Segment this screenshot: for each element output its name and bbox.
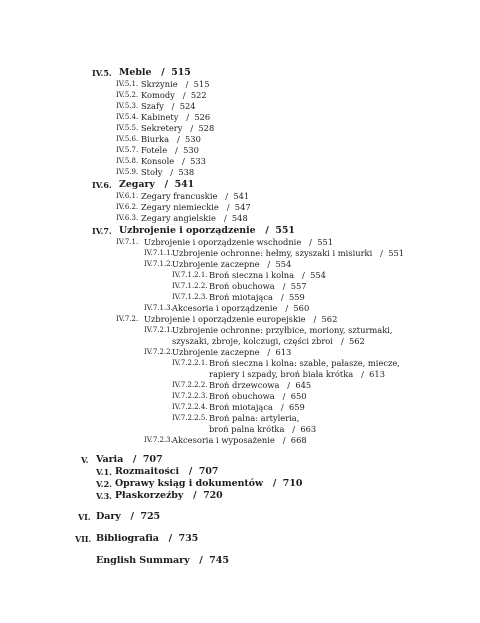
page-number: 528	[198, 123, 215, 133]
section-number: IV.7.2.2.1.	[172, 359, 208, 367]
section-title: Broń obuchowa	[209, 391, 275, 401]
section-number: IV.5.5.	[116, 124, 139, 132]
page-number: 745	[209, 555, 229, 566]
section-number: IV.7.2.2.3.	[172, 392, 208, 400]
section-number: V.1.	[96, 467, 112, 477]
section-number: IV.5.7.	[116, 146, 139, 154]
section-number: IV.7.2.1.	[144, 326, 173, 334]
page-number: 551	[388, 248, 405, 258]
page-number: 707	[198, 466, 219, 477]
page-number: 530	[183, 145, 199, 155]
section-number: IV.7.2.3.	[144, 436, 173, 444]
section-title: Zegary francuskie	[141, 191, 218, 201]
section-number: VII.	[75, 534, 92, 544]
page-number: 526	[194, 112, 211, 122]
section-title: Stoły	[141, 167, 163, 177]
page-number: 710	[282, 478, 303, 489]
section-number: IV.6.3.	[116, 214, 139, 222]
page-number: 707	[142, 454, 163, 465]
section-number: IV.5.	[92, 68, 112, 78]
page-number: 548	[231, 213, 248, 223]
page-number: 554	[275, 259, 292, 269]
section-title: Bibliografia	[96, 533, 159, 544]
section-title: Broń obuchowa	[209, 281, 275, 291]
section-title: Akcesoria i wyposażenie	[172, 435, 275, 445]
section-number: IV.6.	[92, 180, 112, 190]
section-number: IV.5.2.	[116, 91, 139, 99]
section-number: IV.5.4.	[116, 113, 139, 121]
section-number: IV.7.1.2.2.	[172, 282, 208, 290]
page-number: 645	[295, 380, 312, 390]
section-number: V.3.	[96, 491, 112, 501]
section-number: IV.5.8.	[116, 157, 139, 165]
section-number: V.2.	[96, 479, 112, 489]
section-title: Komody	[141, 90, 175, 100]
section-number: V.	[81, 455, 89, 465]
page-number: 659	[288, 402, 305, 412]
section-title: Zegary angielskie	[141, 213, 216, 223]
page-number: 515	[193, 79, 210, 89]
section-title: Broń miotająca	[209, 402, 273, 412]
section-title: Płaskorzeźby	[115, 490, 184, 501]
section-number: IV.7.1.2.1.	[172, 271, 208, 279]
section-title: Uzbrojenie i oporządzenie wschodnie	[144, 237, 302, 247]
section-title: Dary	[96, 511, 121, 522]
page-number: 530	[185, 134, 201, 144]
page-number: 551	[275, 225, 295, 236]
section-title: Akcesoria i oporządzenie	[172, 303, 278, 313]
section-number: IV.5.9.	[116, 168, 139, 176]
page-number: 559	[288, 292, 305, 302]
section-title: szyszaki, zbroje, kolczugi, części zbroi	[172, 336, 333, 346]
section-number: IV.7.	[92, 226, 112, 236]
page-number: 720	[203, 490, 223, 501]
section-number: IV.7.1.1.	[144, 249, 173, 257]
section-title: Uzbrojenie i oporządzenie	[119, 225, 256, 236]
page-number: 554	[310, 270, 326, 280]
section-title: Broń sieczna i kolna: szable, pałasze, miecze,	[209, 358, 400, 368]
section-title: Szafy	[141, 101, 164, 111]
section-title: Uzbrojenie ochronne: hełmy, szyszaki i misiurki	[172, 248, 373, 258]
section-number: IV.7.2.2.	[144, 348, 173, 356]
section-title: Skrzynie	[141, 79, 178, 89]
section-title: Zegary niemieckie	[141, 202, 219, 212]
section-title: Broń drzewcowa	[209, 380, 280, 390]
page-number: 522	[190, 90, 207, 100]
section-title: Broń palna: artyleria,	[209, 413, 300, 423]
section-title: Sekretery	[141, 123, 183, 133]
section-number: IV.5.6.	[116, 135, 139, 143]
page-number: 650	[290, 391, 307, 401]
section-number: IV.6.2.	[116, 203, 139, 211]
page-number: 551	[317, 237, 334, 247]
section-title: Biurka	[141, 134, 170, 144]
section-number: IV.5.1.	[116, 80, 139, 88]
section-title: Konsole	[141, 156, 175, 166]
section-number: IV.7.2.2.2.	[172, 381, 208, 389]
page-number: 541	[174, 179, 195, 190]
page-number: 560	[293, 303, 310, 313]
section-number: IV.5.3.	[116, 102, 139, 110]
section-title: Broń sieczna i kolna	[209, 270, 295, 280]
page-number: 524	[179, 101, 196, 111]
section-title: Rozmaitości	[115, 466, 180, 477]
section-title: Broń miotająca	[209, 292, 273, 302]
section-title: Varia	[96, 454, 124, 465]
section-number: VI.	[78, 512, 91, 522]
page-number: 668	[290, 435, 307, 445]
section-number: IV.7.2.	[116, 315, 139, 323]
page-number: 562	[321, 314, 338, 324]
page-number: 725	[140, 511, 161, 522]
section-number: IV.6.1.	[116, 192, 139, 200]
section-title: Fotele	[141, 145, 168, 155]
page-number: 515	[171, 67, 191, 78]
section-number: IV.7.1.3.	[144, 304, 173, 312]
section-number: IV.7.1.	[116, 238, 139, 246]
page-number: 613	[275, 347, 292, 357]
page-number: 541	[233, 191, 250, 201]
page-number: 533	[190, 156, 206, 166]
page-number: 663	[300, 424, 317, 434]
page-number: 735	[178, 533, 199, 544]
page-number: 538	[178, 167, 195, 177]
section-number: IV.7.2.2.4.	[172, 403, 208, 411]
section-title: Kabinety	[141, 112, 179, 122]
section-title: Oprawy ksiąg i dokumentów	[115, 478, 264, 489]
section-title: Meble	[119, 67, 152, 78]
section-number: IV.7.2.2.5.	[172, 414, 208, 422]
section-title: English Summary	[96, 555, 190, 566]
section-title: rapiery i szpady, broń biała krótka	[209, 369, 354, 379]
section-title: broń palna krótka	[209, 424, 285, 434]
section-number: IV.7.1.2.	[144, 260, 173, 268]
section-title: Zegary	[119, 179, 155, 190]
toc-page: IV.5. Meble / 515 IV.5.1. Skrzynie / 515 IV.5.2. Komody / 522 IV.5.3. Szafy / 524 IV.5.4. Kabinety / 526 IV.5.5. Sekretery / 528 IV.5.6. Biurka / 530 IV.5.7. Fotele / 530 IV.5.8. Konsole / 533 IV.5.9. Stoły / 538 IV.6. Zegary / 541 IV.6.1. Zegary francuskie / 541 IV.6.2. Zegary niemieckie / 547 IV.6.3. Zegary angielskie / 548 IV.7. Uzbrojenie i oporządzenie / 551 IV.7.1. Uzbrojenie i oporządzenie wschodnie / 551 IV.7.1.1. Uzbrojenie ochronne: hełmy, szyszaki i misiurki / 551 IV.7.1.2. Uzbrojenie zaczepne / 554 IV.7.1.2.1. Broń sieczna i kolna / 554 IV.7.1.2.2. Broń obuchowa / 557 IV.7.1.2.3. Broń miotająca / 559 IV.7.1.3. Akcesoria i oporządzenie / 560 IV.7.2. Uzbrojenie i oporządzenie europejskie / 562 IV.7.2.1. Uzbrojenie ochronne: przyłbice, moriony, szturmaki, szyszaki, zbroje, kolczugi, części zbroi / 562 IV.7.2.2. Uzbrojenie zaczepne / 613 IV.7.2.2.1. Broń sieczna i kolna: szable, pałasze, miecze, rapiery i szpady, broń biała krótka / 613 IV.7.2.2.2. Broń drzewcowa / 645 IV.7.2.2.3. Broń obuchowa / 650 IV.7.2.2.4. Broń miotająca / 659 IV.7.2.2.5. Broń palna: artyleria, broń palna krótka / 663 IV.7.2.3. Akcesoria i wyposażenie / 668 V. Varia / 707 V.1. Rozmaitości / 707 V.2. Oprawy ksiąg i dokumentów / 710 V.3. Płaskorzeźby / 720 VI. Dary / 725 VII. Bibliografia / 735 English Summary / 745	[75, 67, 405, 566]
section-title: Uzbrojenie zaczepne	[172, 347, 260, 357]
page-number: 613	[369, 369, 385, 379]
page-number: 557	[290, 281, 307, 291]
section-number: IV.7.1.2.3.	[172, 293, 208, 301]
section-title: Uzbrojenie i oporządzenie europejskie	[144, 314, 306, 324]
section-title: Uzbrojenie ochronne: przyłbice, moriony, szturmaki,	[172, 325, 393, 335]
section-title: Uzbrojenie zaczepne	[172, 259, 260, 269]
page-number: 547	[234, 202, 251, 212]
page-number: 562	[348, 336, 365, 346]
